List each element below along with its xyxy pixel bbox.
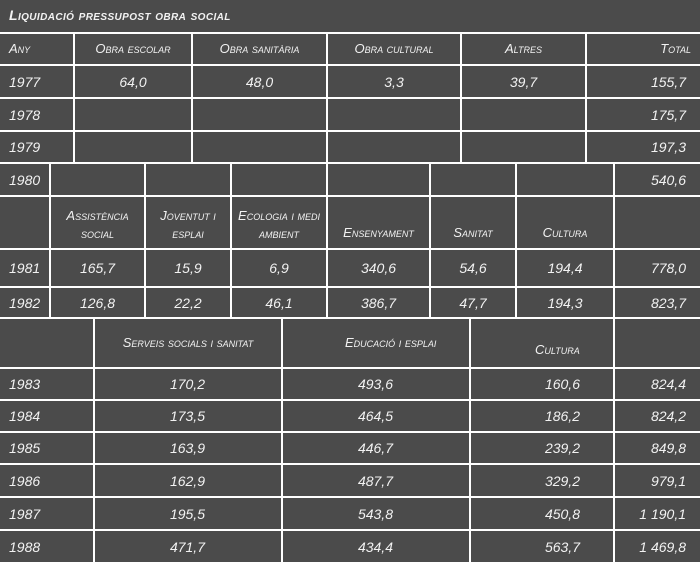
cell-total: 824,4 [615,369,700,399]
row-year: 1985 [0,433,93,463]
row-year: 1986 [0,465,93,496]
cell-total: 175,7 [587,99,700,130]
cell-ecologia: 6,9 [232,250,326,286]
cell-serveis-socials: 195,5 [95,498,281,529]
cell-assistencia-social: 126,8 [51,288,144,317]
row-year: 1981 [0,250,49,286]
cell-obra-escolar: 64,0 [75,66,191,97]
cell-educacio-esplai: 487,7 [283,465,469,496]
header-obra-escolar: Obra escolar [75,34,191,64]
header-blank [0,319,93,367]
header-blank [615,197,700,248]
cell-total: 1 469,8 [615,531,700,562]
cell-total: 849,8 [615,433,700,463]
cell-cultura: 329,2 [471,465,613,496]
header-ensenyament: Ensenyament [328,197,429,248]
header-altres: Altres [462,34,585,64]
header-cultura: Cultura [517,197,613,248]
header-educacio-esplai: Educació i esplai [283,319,469,367]
cell-total: 979,1 [615,465,700,496]
cell-empty [193,132,326,162]
header-blank [0,197,49,248]
cell-cultura: 563,7 [471,531,613,562]
cell-educacio-esplai: 446,7 [283,433,469,463]
header-blank [615,319,700,367]
cell-total: 155,7 [587,66,700,97]
cell-educacio-esplai: 493,6 [283,369,469,399]
cell-ensenyament: 386,7 [328,288,429,317]
cell-joventut-esplai: 15,9 [146,250,230,286]
cell-empty [328,132,460,162]
cell-total: 823,7 [615,288,700,317]
cell-cultura: 450,8 [471,498,613,529]
cell-serveis-socials: 163,9 [95,433,281,463]
cell-educacio-esplai: 464,5 [283,401,469,431]
header-cultura: Cultura [471,319,613,367]
cell-cultura: 186,2 [471,401,613,431]
cell-educacio-esplai: 434,4 [283,531,469,562]
cell-empty [146,164,230,195]
cell-obra-cultural: 3,3 [328,66,460,97]
cell-assistencia-social: 165,7 [51,250,144,286]
cell-obra-sanitaria: 48,0 [193,66,326,97]
cell-sanitat: 47,7 [431,288,515,317]
cell-ensenyament: 340,6 [328,250,429,286]
row-year: 1978 [0,99,73,130]
header-any: Any [0,34,73,64]
cell-serveis-socials: 162,9 [95,465,281,496]
cell-ecologia: 46,1 [232,288,326,317]
table-title: Liquidació pressupost obra social [0,0,700,32]
cell-empty [328,99,460,130]
cell-empty [431,164,515,195]
cell-empty [232,164,326,195]
cell-total: 197,3 [587,132,700,162]
cell-joventut-esplai: 22,2 [146,288,230,317]
header-sanitat: Sanitat [431,197,515,248]
row-year: 1987 [0,498,93,529]
cell-total: 778,0 [615,250,700,286]
cell-cultura: 239,2 [471,433,613,463]
row-year: 1988 [0,531,93,562]
cell-cultura: 194,3 [517,288,613,317]
row-year: 1984 [0,401,93,431]
row-year: 1980 [0,164,49,195]
header-total: Total [587,34,700,64]
cell-educacio-esplai: 543,8 [283,498,469,529]
cell-empty [462,99,585,130]
cell-empty [517,164,613,195]
cell-total: 824,2 [615,401,700,431]
row-year: 1977 [0,66,73,97]
cell-altres: 39,7 [462,66,585,97]
cell-cultura: 160,6 [471,369,613,399]
header-obra-sanitaria: Obra sanitària [193,34,326,64]
header-obra-cultural: Obra cultural [328,34,460,64]
cell-total: 1 190,1 [615,498,700,529]
header-assistencia-social: Assistència social [51,197,144,248]
cell-sanitat: 54,6 [431,250,515,286]
cell-serveis-socials: 471,7 [95,531,281,562]
cell-cultura: 194,4 [517,250,613,286]
header-ecologia: Ecologia i medi ambient [232,197,326,248]
cell-empty [75,99,191,130]
row-year: 1982 [0,288,49,317]
cell-empty [51,164,144,195]
cell-empty [462,132,585,162]
cell-empty [328,164,429,195]
cell-total: 540,6 [615,164,700,195]
header-joventut-esplai: Joventut i esplai [146,197,230,248]
cell-serveis-socials: 173,5 [95,401,281,431]
cell-empty [75,132,191,162]
header-serveis-socials: Serveis socials i sanitat [95,319,281,367]
cell-serveis-socials: 170,2 [95,369,281,399]
row-year: 1983 [0,369,93,399]
cell-empty [193,99,326,130]
row-year: 1979 [0,132,73,162]
